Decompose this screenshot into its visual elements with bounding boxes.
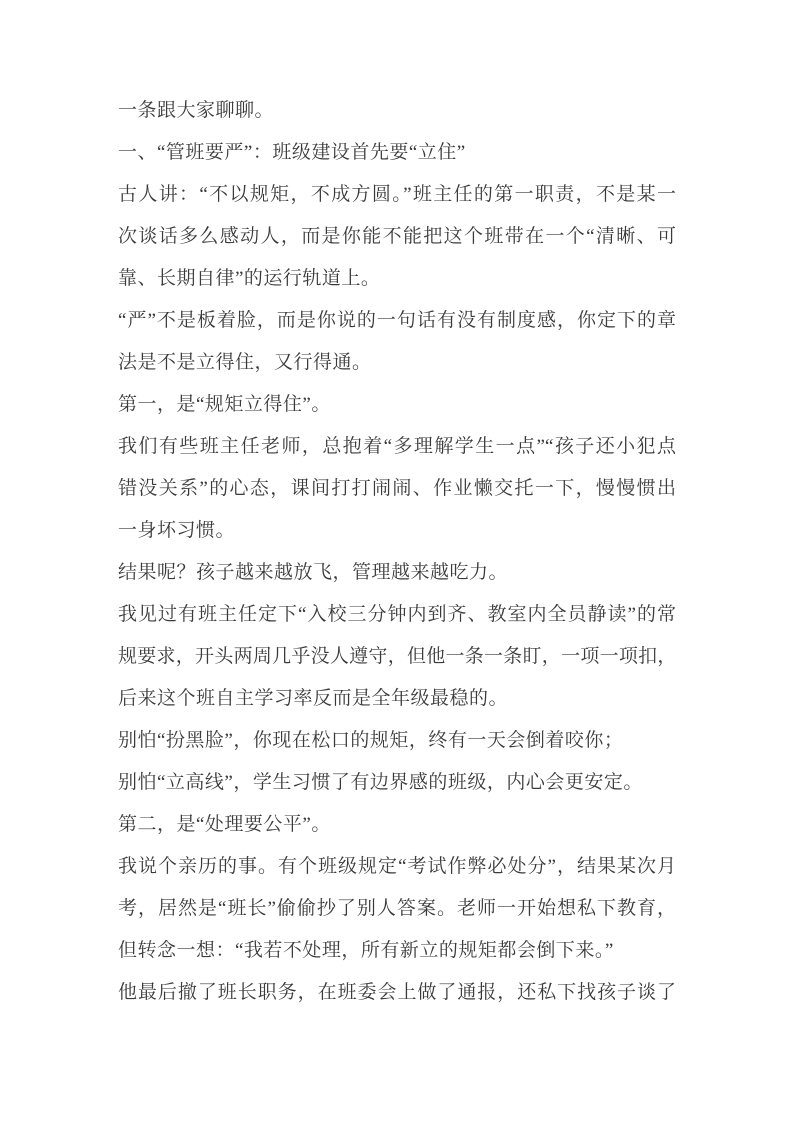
text-line: 次谈话多么感动人，而是你能不能把这个班带在一个“清晰、可	[118, 226, 676, 247]
text-block	[118, 90, 676, 1014]
section-heading: 一、“管班要严”：班级建设首先要“立住”	[118, 142, 466, 163]
text-line: 我说个亲历的事。有个班级规定“考试作弊必处分”，结果某次月	[118, 856, 676, 877]
text-line: 结果呢？孩子越来越放飞，管理越来越吃力。	[118, 562, 509, 583]
text-line: 一身坏习惯。	[118, 520, 236, 541]
text-line: 别怕“扮黑脸”，你现在松口的规矩，终有一天会倒着咬你；	[118, 730, 624, 751]
text-line: 他最后撤了班长职务，在班委会上做了通报，还私下找孩子谈了	[118, 982, 676, 1003]
text-line: 法是不是立得住，又行得通。	[118, 352, 372, 373]
text-line: 但转念一想：“我若不处理，所有新立的规矩都会倒下来。”	[118, 940, 614, 961]
text-line: 后来这个班自主学习率反而是全年级最稳的。	[118, 688, 509, 709]
text-line: 考，居然是“班长”偷偷抄了别人答案。老师一开始想私下教育，	[118, 898, 676, 919]
text-line: 一条跟大家聊聊。	[118, 100, 275, 121]
text-line: 别怕“立高线”，学生习惯了有边界感的班级，内心会更安定。	[118, 772, 643, 793]
text-line: 规要求，开头两周几乎没人遵守，但他一条一条盯，一项一项扣，	[118, 646, 676, 667]
text-line: 第二，是“处理要公平”。	[118, 814, 331, 835]
text-line: 我们有些班主任老师，总抱着“多理解学生一点”“孩子还小犯点	[118, 436, 676, 457]
text-line: 古人讲：“不以规矩，不成方圆。”班主任的第一职责，不是某一	[118, 184, 676, 205]
text-line: “严”不是板着脸，而是你说的一句话有没有制度感，你定下的章	[118, 310, 676, 331]
text-line: 我见过有班主任定下“入校三分钟内到齐、教室内全员静读”的常	[118, 604, 676, 625]
text-line: 靠、长期自律”的运行轨道上。	[118, 268, 381, 289]
text-line: 错没关系”的心态，课间打打闹闹、作业懒交托一下，慢慢惯出	[118, 478, 676, 499]
text-line: 第一，是“规矩立得住”。	[118, 394, 331, 415]
